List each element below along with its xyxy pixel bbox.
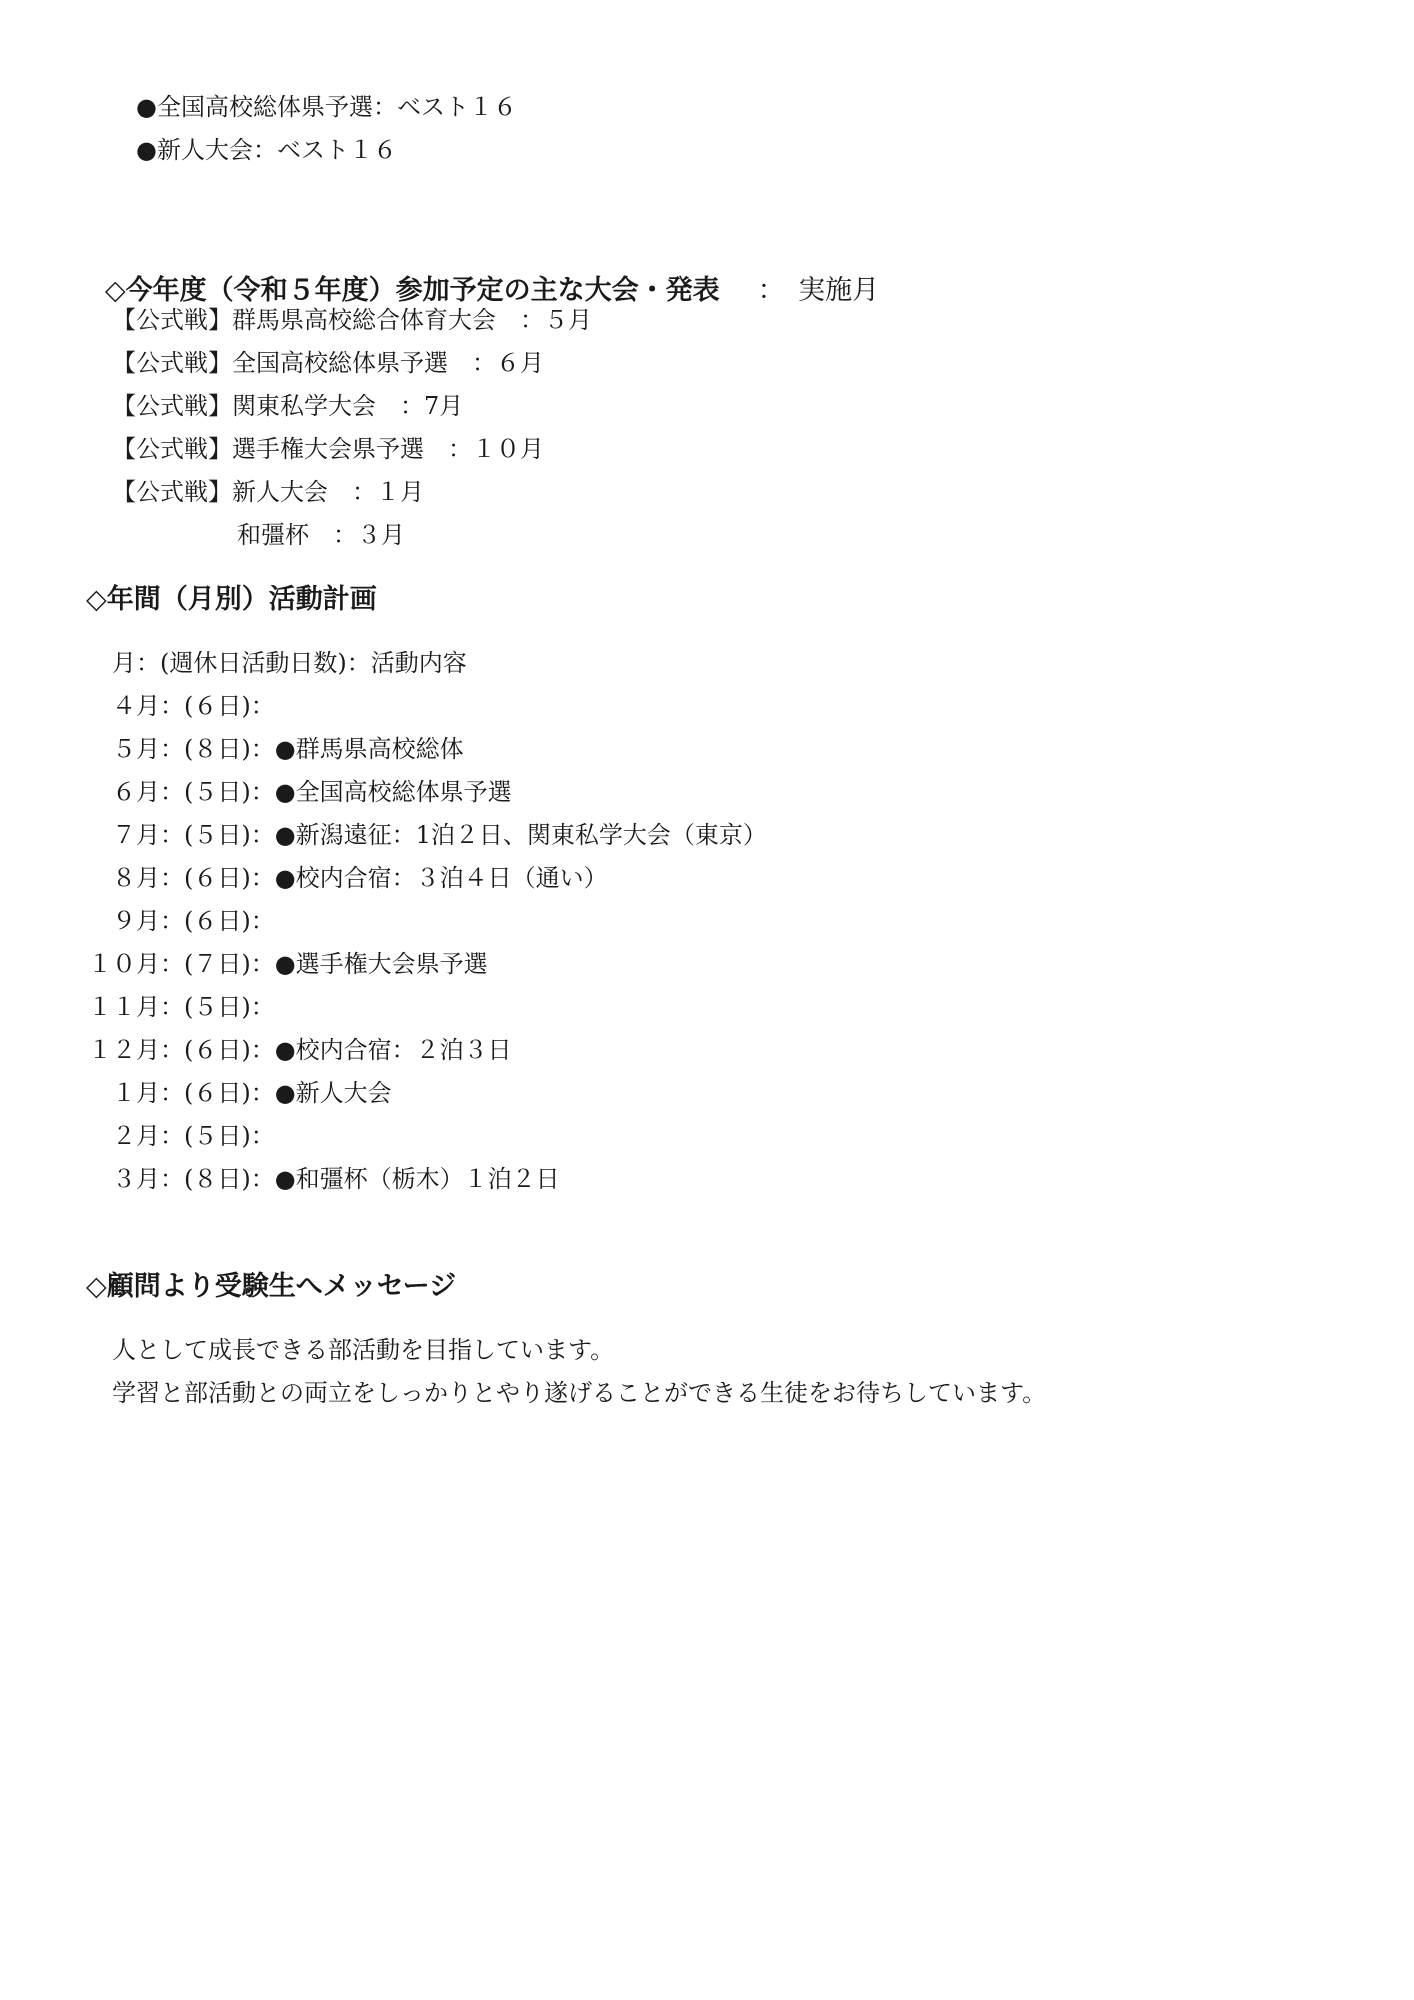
section-heading-message: ◇顧問より受験生へメッセージ [86, 1271, 457, 1302]
message-line: 人として成長できる部活動を目指しています。 [112, 1336, 615, 1364]
plan-row: １月：(６日)：●新人大会 [112, 1079, 392, 1107]
section-heading-plan: ◇年間（月別）活動計画 [86, 584, 377, 615]
plan-row: ３月：(８日)：●和彊杯（栃木）１泊２日 [112, 1165, 560, 1193]
plan-row: ４月：(６日)： [112, 692, 275, 720]
plan-row: １０月：(７日)：●選手権大会県予選 [88, 950, 488, 978]
result-line: ●全国高校総体県予選：ベスト１６ [136, 93, 517, 121]
message-line: 学習と部活動との両立をしっかりとやり遂げることができる生徒をお待ちしています。 [112, 1379, 1047, 1407]
plan-row: ７月：(５日)：●新潟遠征：1泊２日、関東私学大会（東京） [112, 821, 767, 849]
plan-row: ６月：(５日)：●全国高校総体県予選 [112, 778, 512, 806]
event-item: 【公式戦】全国高校総体県予選 ：６月 [112, 349, 544, 377]
plan-row: １１月：(５日)： [88, 993, 275, 1021]
plan-row: １２月：(６日)：●校内合宿：２泊３日 [88, 1036, 512, 1064]
result-line: ●新人大会：ベスト１６ [136, 136, 397, 164]
event-item: 【公式戦】群馬県高校総合体育大会 ：５月 [112, 306, 592, 334]
section-title: ◇今年度（令和５年度）参加予定の主な大会・発表 [104, 275, 720, 306]
plan-row: ５月：(８日)：●群馬県高校総体 [112, 735, 464, 763]
section-heading-events [86, 240, 879, 308]
event-item: 和彊杯 ：３月 [237, 521, 405, 549]
plan-header: 月：(週休日活動日数)：活動内容 [112, 649, 467, 677]
section-title-suffix: ： 実施月 [757, 275, 880, 306]
plan-row: ２月：(５日)： [112, 1122, 275, 1150]
plan-row: ８月：(６日)：●校内合宿：３泊４日（通い） [112, 864, 608, 892]
event-item: 【公式戦】選手権大会県予選 ：１０月 [112, 435, 544, 463]
plan-row: ９月：(６日)： [112, 907, 275, 935]
event-item: 【公式戦】新人大会 ：１月 [112, 478, 424, 506]
event-item: 【公式戦】関東私学大会 ：7月 [112, 392, 464, 420]
